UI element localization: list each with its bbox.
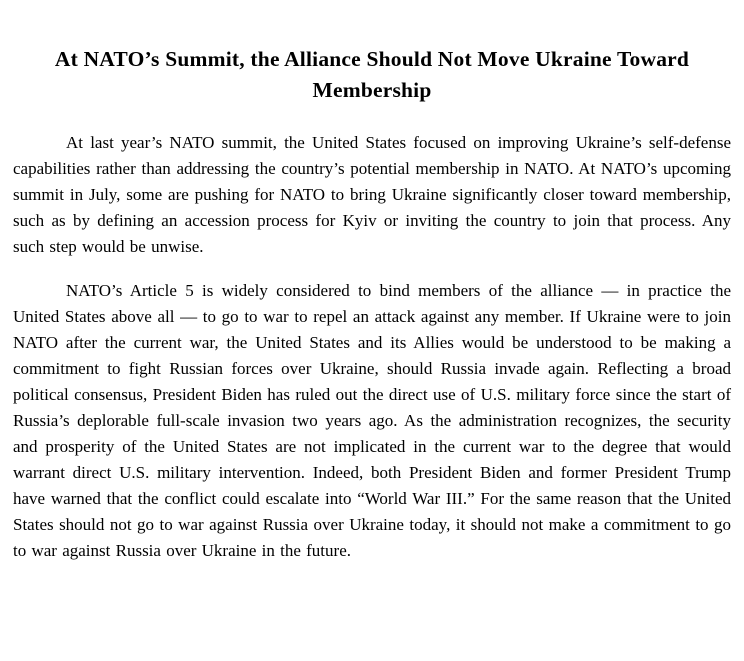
paragraph-1: At last year’s NATO summit, the United States focused on improving Ukraine’s self-defense capabilities rather than addressing the country’s potential membership in NATO. At NATO’s upcoming summit in July, some are pushing for NATO to bring Ukraine significantly closer toward membership, such as by defining an accession process for Kyiv or inviting the country to join that process. Any such step would be unwise. (13, 133, 731, 256)
document-body (13, 130, 731, 564)
paragraph-2: NATO’s Article 5 is widely considered to bind members of the alliance — in practice the United States above all — to go to war to repel an attack against any member. If Ukraine were to join NATO after the current war, the United States and its Allies would be understood to be making a commitment to fight Russian forces over Ukraine, should Russia invade again. Reflecting a broad political consensus, President Biden has ruled out the direct use of U.S. military force since the start of Russia’s deplorable full-scale invasion two years ago. As the administration recognizes, the security and prosperity of the United States are not implicated in the current war to the degree that would warrant direct U.S. military intervention. Indeed, both President Biden and former President Trump have warned that the conflict could escalate into “World War III.” For the same reason that the United States should not go to war against Russia over Ukraine today, it should not make a commitment to go to war against Russia over Ukraine in the future. (13, 281, 731, 560)
document-title: At NATO’s Summit, the Alliance Should Not Move Ukraine Toward Membership (54, 47, 690, 102)
